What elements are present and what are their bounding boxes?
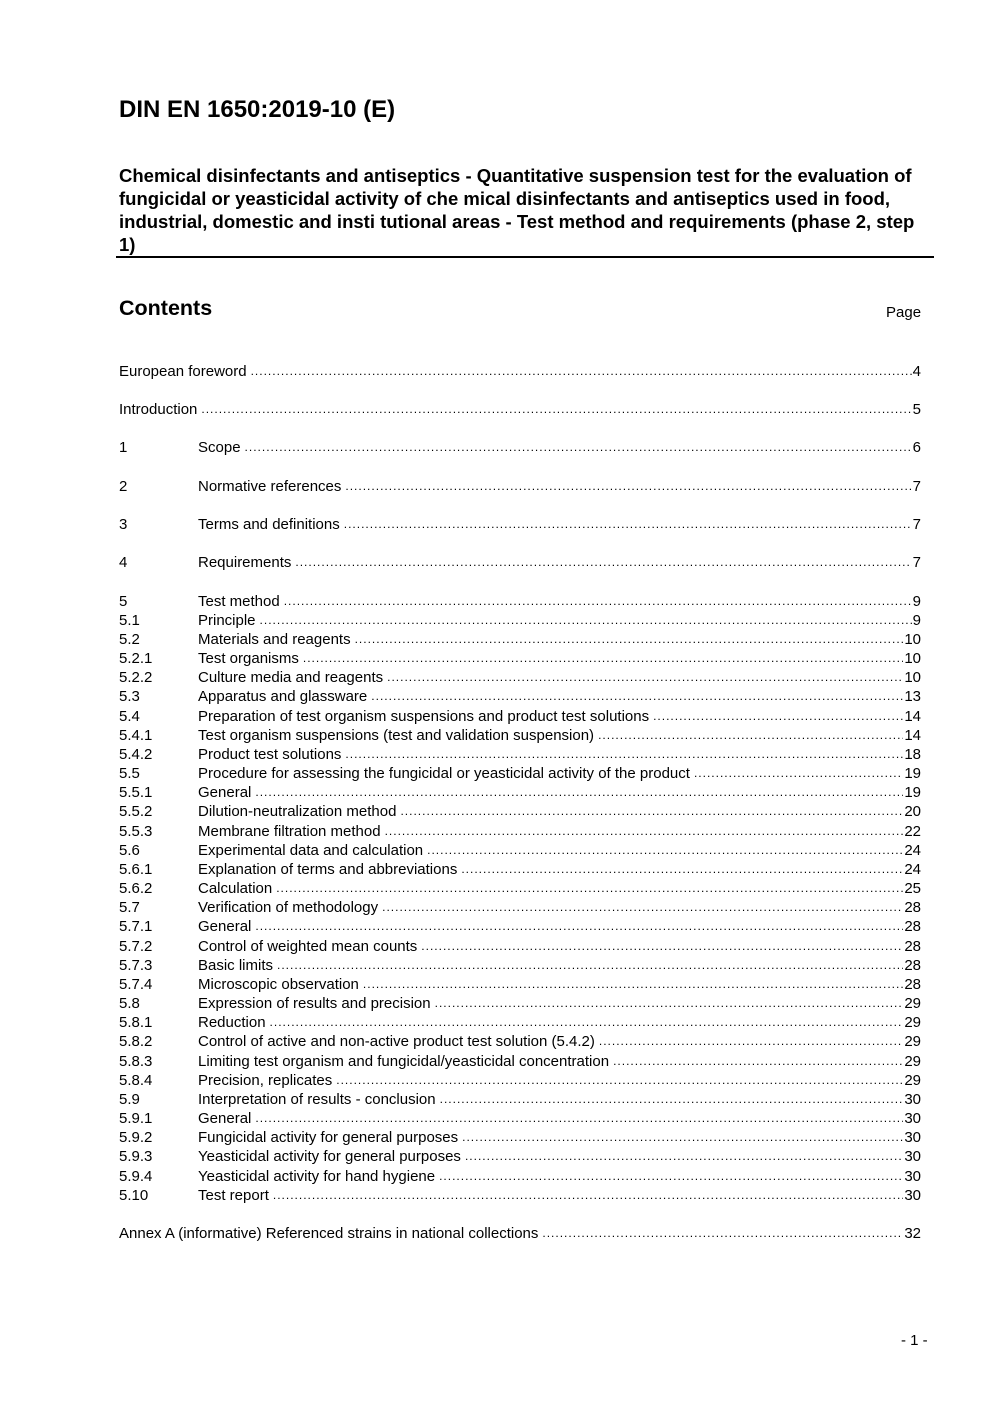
toc-entry-page: 9: [912, 593, 921, 610]
toc-entry-number: 5.7.1: [119, 918, 153, 935]
page-number: - 1 -: [901, 1332, 928, 1349]
toc-dot-leader: [255, 917, 903, 936]
toc-entry-number: 4: [119, 554, 128, 571]
toc-entry-title: Introduction: [119, 401, 198, 418]
toc-dot-leader: [336, 1071, 903, 1090]
toc-entry-page: 29: [904, 1053, 921, 1070]
toc-dot-leader: [303, 649, 903, 668]
toc-entry-title: Control of active and non-active product test solution (5.4.2): [198, 1033, 595, 1050]
toc-entry-title: Test organisms: [198, 650, 299, 667]
toc-entry-page: 18: [904, 746, 921, 763]
toc-entry-number: 5.1: [119, 612, 140, 629]
toc-dot-leader: [251, 362, 912, 381]
toc-entry-title: Normative references: [198, 478, 342, 495]
toc-entry-page: 30: [904, 1091, 921, 1108]
toc-entry[interactable]: [119, 745, 921, 764]
toc-entry[interactable]: [119, 1032, 921, 1051]
toc-entry-number: 5.9.4: [119, 1168, 153, 1185]
toc-entry[interactable]: [119, 994, 921, 1013]
toc-entry-page: 7: [912, 478, 921, 495]
toc-entry-page: 19: [904, 765, 921, 782]
toc-dot-leader: [276, 879, 903, 898]
toc-entry[interactable]: [119, 1167, 921, 1186]
toc-entry[interactable]: [119, 553, 921, 572]
toc-entry-number: 5.8.4: [119, 1072, 153, 1089]
toc-entry-page: 10: [904, 650, 921, 667]
toc-entry[interactable]: [119, 438, 921, 457]
toc-entry-title: Verification of methodology: [198, 899, 379, 916]
toc-entry-page: 5: [912, 401, 921, 418]
toc-entry-page: 6: [912, 439, 921, 456]
toc-dot-leader: [440, 1090, 904, 1109]
toc-entry[interactable]: [119, 707, 921, 726]
toc-dot-leader: [284, 592, 912, 611]
toc-dot-leader: [400, 802, 903, 821]
contents-heading: Contents: [119, 296, 213, 320]
toc-dot-leader: [277, 956, 903, 975]
toc-entry-number: 5.5.3: [119, 823, 153, 840]
toc-dot-leader: [427, 841, 903, 860]
toc-entry-page: 28: [904, 957, 921, 974]
toc-dot-leader: [344, 515, 912, 534]
toc-entry[interactable]: [119, 879, 921, 898]
toc-entry-page: 25: [904, 880, 921, 897]
toc-entry-title: Fungicidal activity for general purposes: [198, 1129, 459, 1146]
toc-entry-page: 30: [904, 1129, 921, 1146]
document-title: Chemical disinfectants and antiseptics - Quantitative suspension test for the evaluation of fungicidal or yeasticidal activity of che mical disinfectants and antiseptics used in food, industrial, domestic and insti tutional areas - Test method and requirements (phase 2, step 1): [119, 165, 915, 255]
toc-entry-title: Dilution-neutralization method: [198, 803, 397, 820]
toc-dot-leader: [542, 1224, 903, 1243]
toc-dot-leader: [694, 764, 903, 783]
toc-entry-number: 5.4.2: [119, 746, 153, 763]
toc-dot-leader: [382, 898, 903, 917]
toc-entry-page: 29: [904, 1033, 921, 1050]
toc-entry-title: Limiting test organism and fungicidal/yeasticidal concentration: [198, 1053, 610, 1070]
toc-entry-number: 5.4: [119, 708, 140, 725]
toc-entry-title: Procedure for assessing the fungicidal or yeasticidal activity of the product: [198, 765, 690, 782]
toc-entry-title: Yeasticidal activity for hand hygiene: [198, 1168, 436, 1185]
toc-entry-number: 5.5.1: [119, 784, 153, 801]
toc-entry-title: Principle: [198, 612, 256, 629]
toc-entry[interactable]: [119, 611, 921, 630]
toc-dot-leader: [295, 553, 911, 572]
toc-entry-title: Reduction: [198, 1014, 266, 1031]
toc-entry-title: Culture media and reagents: [198, 669, 384, 686]
toc-entry-page: 24: [904, 842, 921, 859]
page-column-label: Page: [886, 304, 922, 321]
toc-entry-title: European foreword: [119, 363, 247, 380]
toc-entry[interactable]: [119, 1128, 921, 1147]
toc-entry-number: 5.10: [119, 1187, 149, 1204]
toc-entry-title: Test organism suspensions (test and validation suspension): [198, 727, 595, 744]
toc-dot-leader: [599, 1032, 903, 1051]
toc-entry-number: 5.6.2: [119, 880, 153, 897]
toc-entry[interactable]: [119, 802, 921, 821]
toc-dot-leader: [363, 975, 903, 994]
toc-entry-title: Requirements: [198, 554, 292, 571]
toc-entry-title: Expression of results and precision: [198, 995, 431, 1012]
toc-entry-number: 5.7: [119, 899, 140, 916]
toc-entry[interactable]: [119, 898, 921, 917]
toc-entry[interactable]: [119, 783, 921, 802]
toc-entry-number: 5.9: [119, 1091, 140, 1108]
toc-dot-leader: [439, 1167, 903, 1186]
toc-entry-title: Precision, replicates: [198, 1072, 333, 1089]
toc-entry-page: 10: [904, 631, 921, 648]
toc-entry-title: Yeasticidal activity for general purposes: [198, 1148, 461, 1165]
toc-entry-title: Test method: [198, 593, 280, 610]
toc-entry-number: 5.2: [119, 631, 140, 648]
toc-entry-number: 5.7.4: [119, 976, 153, 993]
toc-dot-leader: [260, 611, 912, 630]
toc-entry-number: 5.8.3: [119, 1053, 153, 1070]
toc-dot-leader: [462, 1128, 903, 1147]
toc-entry-page: 13: [904, 688, 921, 705]
toc-entry-page: 29: [904, 1072, 921, 1089]
toc-entry[interactable]: [119, 841, 921, 860]
toc-entry-page: 7: [912, 554, 921, 571]
toc-entry[interactable]: [119, 956, 921, 975]
toc-entry-title: Basic limits: [198, 957, 274, 974]
toc-entry-number: 5.8: [119, 995, 140, 1012]
toc-entry-title: General: [198, 784, 252, 801]
toc-entry-title: Materials and reagents: [198, 631, 351, 648]
toc-dot-leader: [273, 1186, 903, 1205]
toc-entry[interactable]: [119, 1147, 921, 1166]
toc-dot-leader: [653, 707, 903, 726]
toc-entry-title: Explanation of terms and abbreviations: [198, 861, 458, 878]
toc-entry[interactable]: [119, 764, 921, 783]
toc-entry-number: 5.6: [119, 842, 140, 859]
toc-dot-leader: [435, 994, 904, 1013]
toc-entry[interactable]: [119, 860, 921, 879]
toc-entry-page: 7: [912, 516, 921, 533]
toc-entry-number: 5.8.2: [119, 1033, 153, 1050]
toc-entry-title: Experimental data and calculation: [198, 842, 424, 859]
toc-entry[interactable]: [119, 1109, 921, 1128]
toc-entry[interactable]: [119, 937, 921, 956]
title-underline-rule: [116, 256, 934, 258]
toc-entry-number: 5.9.1: [119, 1110, 153, 1127]
toc-entry[interactable]: [119, 1052, 921, 1071]
toc-entry[interactable]: [119, 1186, 921, 1205]
toc-entry-title: Terms and definitions: [198, 516, 340, 533]
toc-entry[interactable]: [119, 1224, 921, 1243]
toc-entry[interactable]: [119, 726, 921, 745]
toc-entry[interactable]: [119, 400, 921, 419]
toc-entry-page: 14: [904, 708, 921, 725]
toc-entry[interactable]: [119, 477, 921, 496]
toc-entry-title: Calculation: [198, 880, 273, 897]
toc-entry-page: 28: [904, 976, 921, 993]
toc-entry-title: General: [198, 1110, 252, 1127]
toc-entry-page: 30: [904, 1110, 921, 1127]
toc-entry-number: 5.5: [119, 765, 140, 782]
document-id: DIN EN 1650:2019-10 (E): [119, 96, 396, 123]
toc-entry[interactable]: [119, 917, 921, 936]
toc-entry-number: 5.4.1: [119, 727, 153, 744]
toc-dot-leader: [355, 630, 904, 649]
toc-entry-page: 10: [904, 669, 921, 686]
toc-entry-title: Preparation of test organism suspensions and product test solutions: [198, 708, 650, 725]
toc-entry-title: Apparatus and glassware: [198, 688, 368, 705]
toc-dot-leader: [421, 937, 903, 956]
toc-entry-number: 2: [119, 478, 128, 495]
toc-entry-page: 30: [904, 1168, 921, 1185]
toc-entry-page: 20: [904, 803, 921, 820]
toc-entry-page: 14: [904, 727, 921, 744]
toc-dot-leader: [201, 400, 911, 419]
toc-entry-page: 22: [904, 823, 921, 840]
toc-entry-title: Annex A (informative) Referenced strains in national collections: [119, 1225, 539, 1242]
toc-entry-page: 28: [904, 938, 921, 955]
toc-dot-leader: [465, 1147, 903, 1166]
toc-entry-title: Interpretation of results - conclusion: [198, 1091, 436, 1108]
toc-entry-number: 5.2.1: [119, 650, 153, 667]
toc-entry-page: 9: [912, 612, 921, 629]
toc-entry-title: Test report: [198, 1187, 269, 1204]
toc-entry-number: 1: [119, 439, 128, 456]
toc-entry[interactable]: [119, 975, 921, 994]
toc-dot-leader: [461, 860, 903, 879]
toc-entry-number: 5: [119, 593, 128, 610]
toc-dot-leader: [345, 745, 903, 764]
toc-dot-leader: [270, 1013, 904, 1032]
toc-entry-number: 3: [119, 516, 128, 533]
toc-entry-page: 30: [904, 1187, 921, 1204]
toc-dot-leader: [245, 438, 912, 457]
toc-dot-leader: [345, 477, 911, 496]
toc-entry-number: 5.7.2: [119, 938, 153, 955]
toc-entry-number: 5.9.3: [119, 1148, 153, 1165]
toc-dot-leader: [613, 1052, 903, 1071]
toc-entry-title: Membrane filtration method: [198, 823, 381, 840]
toc-entry-title: General: [198, 918, 252, 935]
toc-entry-page: 19: [904, 784, 921, 801]
toc-entry-number: 5.5.2: [119, 803, 153, 820]
toc-entry[interactable]: [119, 649, 921, 668]
toc-entry[interactable]: [119, 362, 921, 381]
toc-entry[interactable]: [119, 1071, 921, 1090]
toc-entry[interactable]: [119, 1090, 921, 1109]
toc-entry-title: Product test solutions: [198, 746, 342, 763]
toc-entry[interactable]: [119, 687, 921, 706]
toc-dot-leader: [371, 687, 903, 706]
toc-entry-page: 4: [912, 363, 921, 380]
toc-entry-page: 28: [904, 899, 921, 916]
toc-entry-number: 5.7.3: [119, 957, 153, 974]
toc-entry-number: 5.2.2: [119, 669, 153, 686]
toc-entry[interactable]: [119, 630, 921, 649]
toc-entry[interactable]: [119, 668, 921, 687]
toc-entry[interactable]: [119, 822, 921, 841]
toc-entry-page: 29: [904, 1014, 921, 1031]
toc-entry-title: Control of weighted mean counts: [198, 938, 418, 955]
toc-entry-number: 5.3: [119, 688, 140, 705]
toc-entry-number: 5.8.1: [119, 1014, 153, 1031]
toc-dot-leader: [387, 668, 903, 687]
toc-dot-leader: [255, 1109, 903, 1128]
toc-entry[interactable]: [119, 592, 921, 611]
toc-entry-number: 5.6.1: [119, 861, 153, 878]
toc-dot-leader: [385, 822, 904, 841]
toc-entry[interactable]: [119, 1013, 921, 1032]
toc-entry-title: Microscopic observation: [198, 976, 359, 993]
toc-entry-page: 29: [904, 995, 921, 1012]
toc-entry-page: 32: [904, 1225, 921, 1242]
toc-dot-leader: [598, 726, 903, 745]
toc-entry[interactable]: [119, 515, 921, 534]
toc-entry-page: 24: [904, 861, 921, 878]
toc-entry-title: Scope: [198, 439, 241, 456]
toc-entry-page: 30: [904, 1148, 921, 1165]
toc-entry-number: 5.9.2: [119, 1129, 153, 1146]
toc-dot-leader: [255, 783, 903, 802]
toc-entry-page: 28: [904, 918, 921, 935]
